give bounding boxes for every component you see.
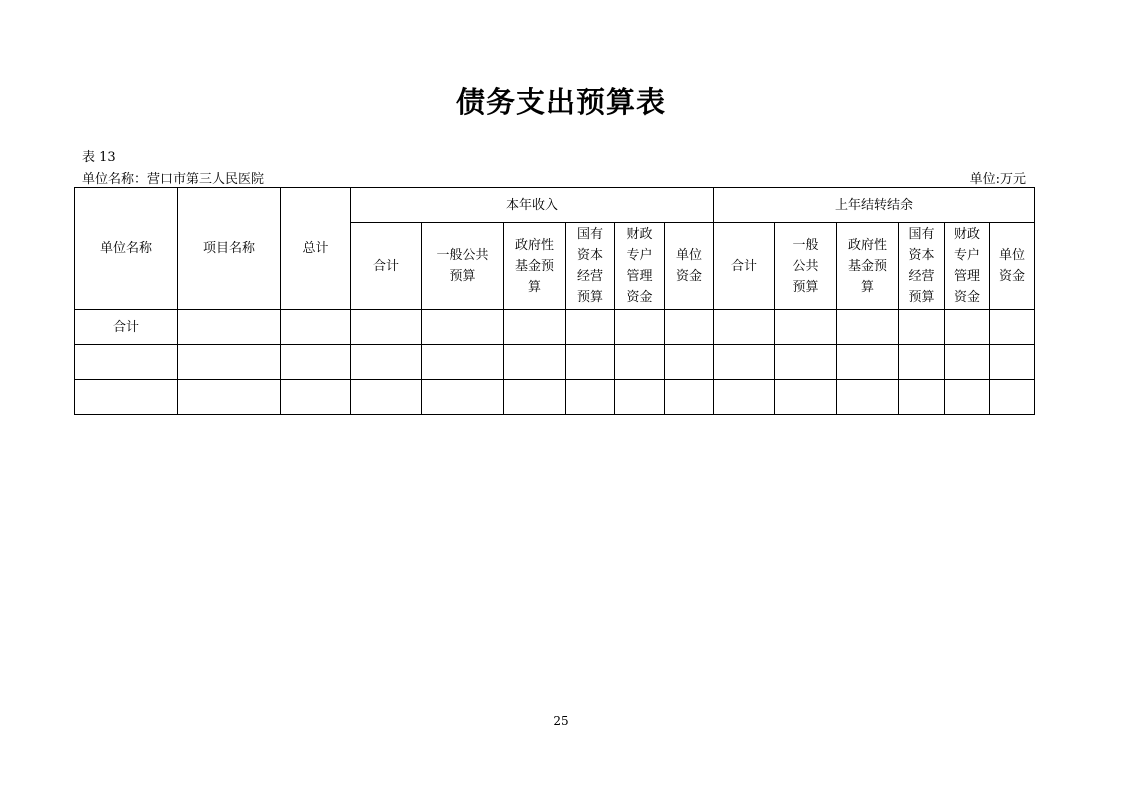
table-cell xyxy=(566,310,615,345)
table-cell xyxy=(422,310,504,345)
table-cell xyxy=(178,310,281,345)
table-cell xyxy=(422,345,504,380)
table-cell xyxy=(837,345,899,380)
table-cell xyxy=(615,345,665,380)
current-subheader-unit-funds: 单位资金 xyxy=(665,223,714,310)
prior-subheader-fiscal-special-account: 财政专户管理资金 xyxy=(945,223,990,310)
current-subheader-government-fund-budget: 政府性基金预算 xyxy=(504,223,566,310)
table-cell xyxy=(351,345,422,380)
current-subheader-state-capital-budget: 国有资本经营预算 xyxy=(566,223,615,310)
table-cell xyxy=(615,310,665,345)
table-cell xyxy=(281,310,351,345)
table-cell xyxy=(422,380,504,415)
table-cell xyxy=(504,310,566,345)
table-cell xyxy=(837,310,899,345)
table-cell xyxy=(899,380,945,415)
table-cell xyxy=(945,345,990,380)
table-cell xyxy=(775,380,837,415)
page-number: 25 xyxy=(553,714,569,728)
table-cell xyxy=(665,310,714,345)
prior-subheader-general-public-budget: 一般公共预算 xyxy=(775,223,837,310)
table-cell xyxy=(837,380,899,415)
table-cell xyxy=(178,345,281,380)
table-cell xyxy=(615,380,665,415)
prior-subheader-government-fund-budget: 政府性基金预算 xyxy=(837,223,899,310)
table-cell xyxy=(178,380,281,415)
table-cell xyxy=(504,380,566,415)
unit-name-line: 单位名称：营口市第三人民医院 xyxy=(82,172,265,187)
table-cell xyxy=(945,380,990,415)
table-cell xyxy=(775,310,837,345)
table-cell xyxy=(566,345,615,380)
table-cell xyxy=(351,380,422,415)
debt-expenditure-budget-table xyxy=(74,187,1035,415)
row-label xyxy=(75,380,178,415)
table-row xyxy=(75,380,1035,415)
header-current-year-income: 本年收入 xyxy=(351,188,714,223)
header-project-name: 项目名称 xyxy=(178,188,281,310)
table-cell xyxy=(665,380,714,415)
prior-subheader-state-capital-budget: 国有资本经营预算 xyxy=(899,223,945,310)
header-total: 总计 xyxy=(281,188,351,310)
row-label xyxy=(75,345,178,380)
table-cell xyxy=(990,345,1035,380)
table-cell xyxy=(566,380,615,415)
table-number: 表 13 xyxy=(82,150,116,165)
table-cell xyxy=(714,345,775,380)
table-cell xyxy=(714,380,775,415)
page-title: 债务支出预算表 xyxy=(455,85,666,119)
table-cell xyxy=(281,380,351,415)
table-row xyxy=(75,345,1035,380)
header-unit-name: 单位名称 xyxy=(75,188,178,310)
table-cell xyxy=(504,345,566,380)
currency-unit-label: 单位:万元 xyxy=(969,172,1026,187)
table-cell xyxy=(990,310,1035,345)
table-row xyxy=(75,310,1035,345)
header-prior-year-carryover: 上年结转结余 xyxy=(714,188,1035,223)
table-cell xyxy=(945,310,990,345)
table-cell xyxy=(899,345,945,380)
header-row-top xyxy=(75,188,1035,223)
table-cell xyxy=(281,345,351,380)
current-subheader-fiscal-special-account: 财政专户管理资金 xyxy=(615,223,665,310)
prior-subheader-unit-funds: 单位资金 xyxy=(990,223,1035,310)
table-cell xyxy=(665,345,714,380)
prior-subheader-total: 合计 xyxy=(714,223,775,310)
table-cell xyxy=(714,310,775,345)
table-cell xyxy=(899,310,945,345)
current-subheader-total: 合计 xyxy=(351,223,422,310)
current-subheader-general-public-budget: 一般公共预算 xyxy=(422,223,504,310)
table-cell xyxy=(351,310,422,345)
table-cell xyxy=(990,380,1035,415)
row-label: 合计 xyxy=(75,310,178,345)
table-cell xyxy=(775,345,837,380)
